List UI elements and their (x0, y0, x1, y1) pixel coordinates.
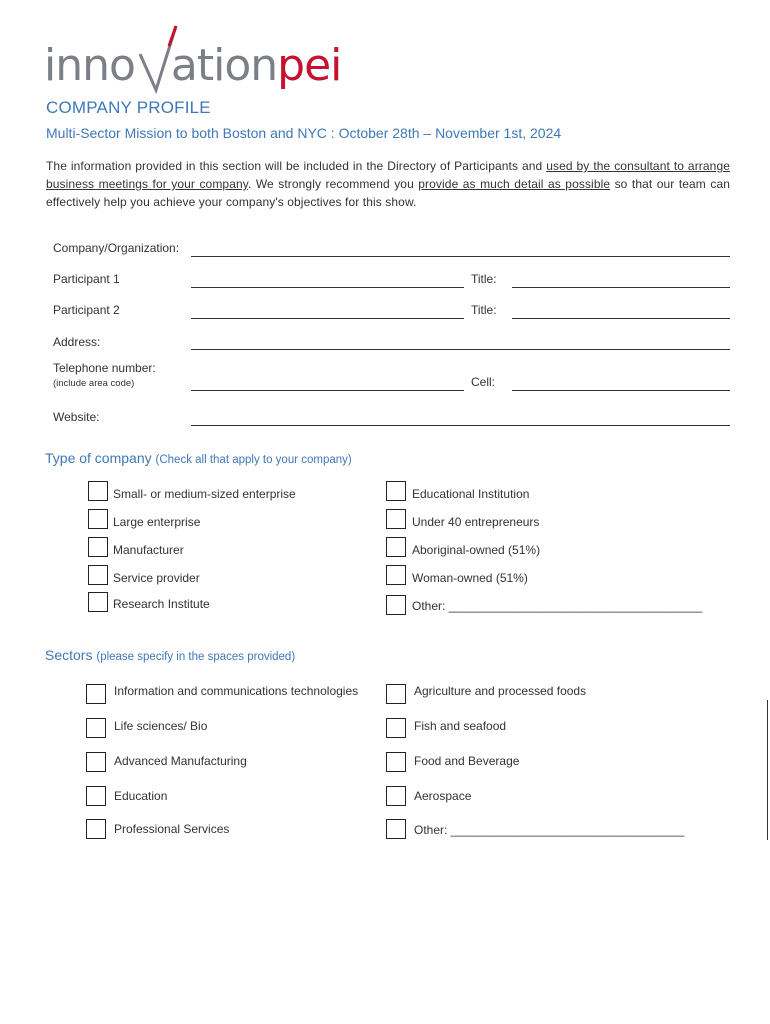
checkbox-educational-institution[interactable] (386, 481, 406, 501)
checkbox-label: Small- or medium-sized enterprise (113, 487, 296, 501)
checkbox-label: Professional Services (114, 822, 230, 836)
checkbox-label: Agriculture and processed foods (414, 684, 587, 698)
checkbox-label: Manufacturer (113, 543, 184, 557)
telephone-label: Telephone number: (53, 361, 156, 375)
checkbox-label: Research Institute (113, 597, 210, 611)
cell-field[interactable] (512, 390, 730, 391)
checkbox-label: Educational Institution (412, 487, 530, 501)
checkbox-aboriginal-owned[interactable] (386, 537, 406, 557)
participant1-field[interactable] (191, 287, 464, 288)
checkbox-fish-seafood[interactable] (386, 718, 406, 738)
checkbox-label: Aerospace (414, 789, 472, 803)
checkbox-sme[interactable] (88, 481, 108, 501)
telephone-field[interactable] (191, 390, 464, 391)
checkbox-agriculture[interactable] (386, 684, 406, 704)
company-label: Company/Organization: (53, 241, 180, 255)
checkbox-label: Fish and seafood (414, 719, 507, 733)
checkbox-research-institute[interactable] (88, 592, 108, 612)
checkbox-label: Service provider (113, 571, 200, 585)
checkbox-large-enterprise[interactable] (88, 509, 108, 529)
address-label: Address: (53, 335, 101, 349)
checkbox-label: Information and communications technologies (114, 684, 359, 698)
participant2-field[interactable] (191, 318, 464, 319)
checkbox-label: Advanced Manufacturing (114, 754, 247, 768)
checkbox-label: Life sciences/ Bio (114, 719, 208, 733)
checkbox-manufacturer[interactable] (88, 537, 108, 557)
participant2-title-field[interactable] (512, 318, 730, 319)
checkbox-other-sector[interactable] (386, 819, 406, 839)
telephone-hint: (include area code) (53, 378, 135, 389)
checkbox-woman-owned[interactable] (386, 565, 406, 585)
checkbox-service-provider[interactable] (88, 565, 108, 585)
checkbox-label: Other: ______________________________________ (412, 599, 703, 613)
participant1-title-field[interactable] (512, 287, 730, 288)
website-label: Website: (53, 410, 100, 424)
address-field[interactable] (191, 349, 730, 350)
page-title: COMPANY PROFILE (46, 98, 211, 117)
participant2-label: Participant 2 (53, 303, 120, 317)
checkbox-life-sciences[interactable] (86, 718, 106, 738)
checkbox-advanced-manufacturing[interactable] (86, 752, 106, 772)
checkbox-aerospace[interactable] (386, 786, 406, 806)
mission-subtitle: Multi-Sector Mission to both Boston and NYC : October 28th – November 1st, 2024 (46, 125, 562, 141)
checkbox-label: Under 40 entrepreneurs (412, 515, 540, 529)
participant2-title-label: Title: (471, 303, 497, 317)
checkbox-label: Other: ___________________________________ (414, 823, 685, 837)
checkbox-under-40[interactable] (386, 509, 406, 529)
checkbox-label: Food and Beverage (414, 754, 520, 768)
checkbox-food-beverage[interactable] (386, 752, 406, 772)
sectors-heading: Sectors (please specify in the spaces provided) (45, 647, 296, 663)
participant1-label: Participant 1 (53, 272, 120, 286)
participant1-title-label: Title: (471, 272, 497, 286)
checkbox-other-type[interactable] (386, 595, 406, 615)
cell-label: Cell: (471, 375, 496, 389)
logo-v-mark-icon (136, 24, 180, 94)
company-type-heading: Type of company (Check all that apply to your company) (45, 450, 352, 466)
intro-paragraph: The information provided in this section will be included in the Directory of Participants and used by the consultant to arrange business meetings for your company. We strongly recommend you provide as much detail as possible so that our team can effectively help you achieve your company's objectives for this show. (46, 159, 730, 209)
logo-wordmark: inno ationpei (44, 40, 342, 91)
website-field[interactable] (191, 425, 730, 426)
company-field[interactable] (191, 256, 730, 257)
checkbox-label: Aboriginal-owned (51%) (412, 543, 541, 557)
checkbox-label: Woman-owned (51%) (412, 571, 528, 585)
page-edge-rule (767, 700, 768, 840)
checkbox-ict[interactable] (86, 684, 106, 704)
checkbox-label: Education (114, 789, 168, 803)
checkbox-education[interactable] (86, 786, 106, 806)
checkbox-label: Large enterprise (113, 515, 201, 529)
checkbox-professional-services[interactable] (86, 819, 106, 839)
